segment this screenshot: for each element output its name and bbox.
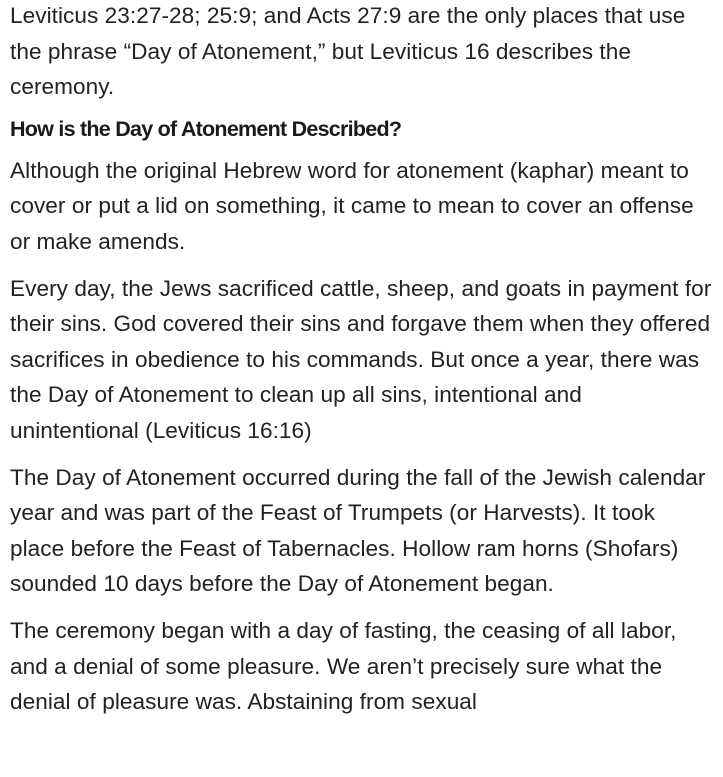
article-body: [10, 0, 715, 720]
spacer: [10, 105, 715, 112]
paragraph-kaphar: Although the original Hebrew word for atonement (kaphar) meant to cover or put a lid on something, it came to mean to cover an offense or make amends.: [10, 157, 694, 254]
paragraph-feast-timing: The Day of Atonement occurred during the fall of the Jewish calendar year and was part of the Feast of Trumpets (or Harvests). It took place before the Feast of Tabernacles. Hollow ram horns (Shofars) sounded 10 days before the Day of Atonement began.: [10, 464, 706, 597]
spacer: [10, 146, 715, 153]
intro-paragraph: Leviticus 23:27-28; 25:9; and Acts 27:9 are the only places that use the phrase “Day of Atonement,” but Leviticus 16 describes the ceremony.: [10, 3, 686, 100]
spacer: [10, 260, 715, 271]
paragraph-daily-sacrifice: Every day, the Jews sacrificed cattle, sheep, and goats in payment for their sins. God covered their sins and forgave them when they offered sacrifices in obedience to his commands. But once a year, there was the Day of Atonement to clean up all sins, intentional and unintentional (Leviticus 16:16): [10, 275, 712, 443]
paragraph-ceremony: The ceremony began with a day of fasting, the ceasing of all labor, and a denial of some pleasure. We aren’t precisely sure what the denial of pleasure was. Abstaining from sexual: [10, 617, 677, 715]
section-heading: How is the Day of Atonement Described?: [10, 116, 402, 141]
spacer: [10, 602, 715, 613]
spacer: [10, 449, 715, 460]
